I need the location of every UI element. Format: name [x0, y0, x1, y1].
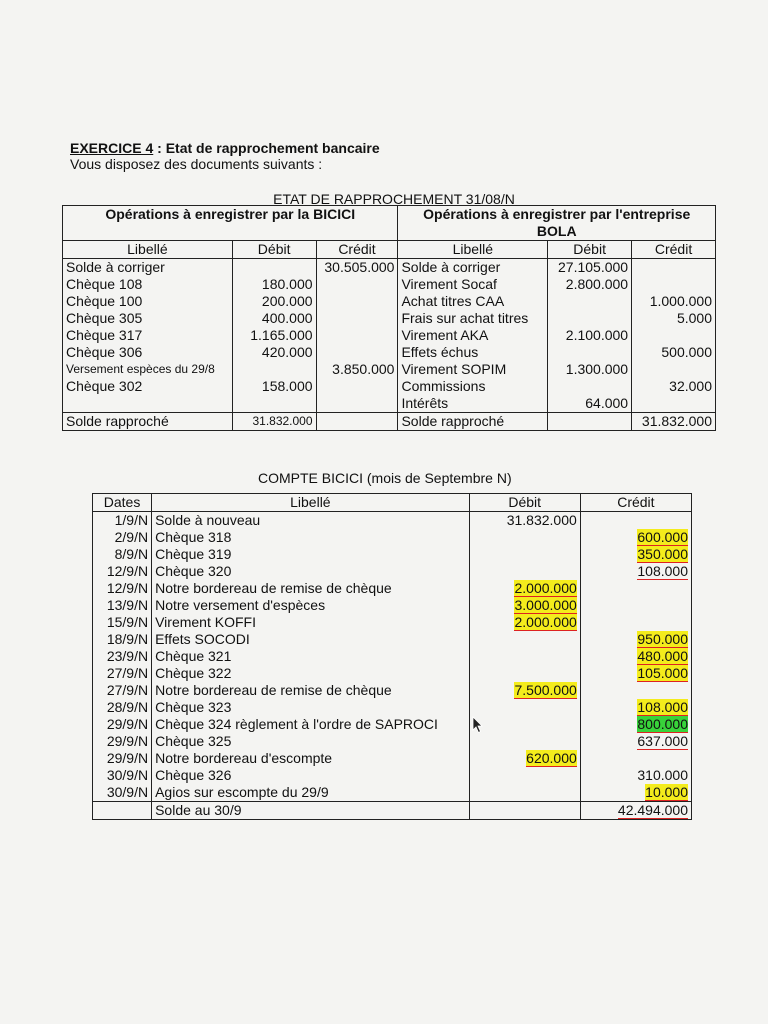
left-debit	[232, 259, 316, 277]
row-libelle: Notre versement d'espèces	[152, 597, 470, 614]
right-libelle: Frais sur achat titres	[398, 310, 548, 327]
row-debit	[469, 648, 580, 665]
column-header-row	[93, 494, 692, 512]
table-row	[93, 716, 692, 733]
row-libelle: Chèque 322	[152, 665, 470, 682]
row-date: 29/9/N	[93, 750, 152, 767]
left-libelle	[63, 395, 233, 413]
row-libelle: Agios sur escompte du 29/9	[152, 784, 470, 802]
debit-value: 2.000.000	[514, 580, 577, 596]
row-debit	[469, 529, 580, 546]
compte-title: COMPTE BICICI (mois de Septembre N)	[258, 470, 512, 486]
left-debit: 420.000	[232, 344, 316, 361]
table-row	[93, 784, 692, 802]
right-debit: 1.300.000	[548, 361, 632, 378]
right-libelle: Effets échus	[398, 344, 548, 361]
right-credit: 5.000	[632, 310, 716, 327]
exercise-title: : Etat de rapprochement bancaire	[153, 140, 380, 156]
left-libelle: Chèque 317	[66, 327, 143, 343]
left-credit	[316, 310, 398, 327]
table-row	[93, 665, 692, 682]
row-libelle: Chèque 319	[152, 546, 470, 563]
row-debit	[469, 733, 580, 750]
col-dates: Dates	[93, 494, 152, 512]
table-row	[93, 699, 692, 716]
row-date: 15/9/N	[93, 614, 152, 631]
row-libelle: Chèque 323	[152, 699, 470, 716]
row-credit	[580, 529, 691, 546]
col-debit: Débit	[469, 494, 580, 512]
row-credit	[580, 784, 691, 802]
row-date: 12/9/N	[93, 563, 152, 580]
credit-value: 105.000	[637, 665, 688, 681]
table-row	[93, 767, 692, 784]
left-credit	[316, 344, 398, 361]
left-libelle: Chèque 302	[66, 378, 143, 394]
row-libelle: Notre bordereau de remise de chèque	[152, 682, 470, 699]
right-debit	[548, 310, 632, 327]
row-debit	[469, 767, 580, 784]
credit-value: 108.000	[637, 699, 688, 715]
table-row	[63, 378, 716, 395]
debit-value: 31.832.000	[506, 512, 577, 528]
table-row	[63, 310, 716, 327]
row-credit	[580, 699, 691, 716]
right-credit: 32.000	[632, 378, 716, 395]
row-libelle: Effets SOCODI	[152, 631, 470, 648]
section-header-row	[63, 206, 716, 241]
left-debit	[232, 395, 316, 413]
row-debit	[469, 546, 580, 563]
left-credit	[316, 327, 398, 344]
right-libelle: Virement AKA	[398, 327, 548, 344]
total-credit-value: 42.494.000	[617, 802, 688, 818]
row-libelle: Notre bordereau d'escompte	[152, 750, 470, 767]
right-debit: 27.105.000	[548, 259, 632, 277]
left-debit: 1.165.000	[232, 327, 316, 344]
row-date: 8/9/N	[93, 546, 152, 563]
table-row	[93, 750, 692, 767]
row-date: 23/9/N	[93, 648, 152, 665]
col-credit: Crédit	[580, 494, 691, 512]
left-credit: 3.850.000	[316, 361, 398, 378]
credit-value: 108.000	[637, 563, 688, 579]
table-row	[63, 344, 716, 361]
debit-value: 3.000.000	[514, 597, 577, 613]
right-debit: 64.000	[548, 395, 632, 413]
exercise-label: EXERCICE 4	[70, 140, 154, 156]
right-credit: 1.000.000	[632, 293, 716, 310]
row-debit	[469, 750, 580, 767]
table-row	[93, 529, 692, 546]
left-debit: 400.000	[232, 310, 316, 327]
row-libelle: Chèque 324 règlement à l'ordre de SAPROCI	[152, 716, 470, 733]
left-libelle: Chèque 108	[66, 276, 143, 292]
etat-title: ETAT DE RAPPROCHEMENT 31/08/N	[273, 191, 515, 207]
row-libelle: Solde à nouveau	[152, 512, 470, 530]
total-row	[63, 413, 716, 431]
right-total-debit	[548, 413, 632, 431]
row-libelle: Chèque 320	[152, 563, 470, 580]
row-date: 27/9/N	[93, 665, 152, 682]
left-libelle: Chèque 306	[66, 344, 143, 360]
right-credit	[632, 361, 716, 378]
left-section-title: Opérations à enregistrer par la BICICI	[63, 206, 398, 241]
row-date: 30/9/N	[93, 784, 152, 802]
left-debit	[232, 361, 316, 378]
right-debit: 2.800.000	[548, 276, 632, 293]
left-debit: 200.000	[232, 293, 316, 310]
credit-value: 950.000	[637, 631, 688, 647]
col-libelle: Libellé	[152, 494, 470, 512]
left-debit: 158.000	[232, 378, 316, 395]
credit-value: 310.000	[637, 767, 688, 783]
row-date: 28/9/N	[93, 699, 152, 716]
right-debit	[548, 344, 632, 361]
debit-value: 620.000	[526, 750, 577, 766]
row-credit	[580, 733, 691, 750]
left-libelle: Versement espèces du 29/8	[66, 362, 215, 376]
credit-value: 600.000	[637, 529, 688, 545]
row-credit	[580, 750, 691, 767]
row-credit	[580, 631, 691, 648]
left-total-credit	[316, 413, 398, 431]
row-libelle: Chèque 326	[152, 767, 470, 784]
debit-value: 7.500.000	[514, 682, 577, 698]
row-debit	[469, 682, 580, 699]
right-libelle: Virement SOPIM	[398, 361, 548, 378]
table-row	[63, 361, 716, 378]
table-row	[93, 631, 692, 648]
left-debit: 180.000	[232, 276, 316, 293]
left-credit	[316, 378, 398, 395]
col-libelle-left: Libellé	[63, 241, 233, 259]
row-credit	[580, 597, 691, 614]
row-date: 29/9/N	[93, 716, 152, 733]
right-libelle: Achat titres CAA	[398, 293, 548, 310]
row-libelle: Notre bordereau de remise de chèque	[152, 580, 470, 597]
row-debit	[469, 665, 580, 682]
col-libelle-right: Libellé	[398, 241, 548, 259]
left-libelle: Solde à corriger	[66, 259, 165, 275]
row-libelle: Chèque 321	[152, 648, 470, 665]
row-date: 13/9/N	[93, 597, 152, 614]
total-debit	[469, 802, 580, 820]
row-libelle: Chèque 325	[152, 733, 470, 750]
row-date: 1/9/N	[93, 512, 152, 530]
row-debit	[469, 699, 580, 716]
table-row	[63, 276, 716, 293]
row-libelle: Virement KOFFI	[152, 614, 470, 631]
right-libelle: Virement Socaf	[398, 276, 548, 293]
table-row	[93, 614, 692, 631]
table-row	[63, 259, 716, 277]
etat-rapprochement-table	[62, 205, 716, 431]
mouse-cursor-icon	[472, 716, 484, 734]
left-libelle: Chèque 305	[66, 310, 143, 326]
row-debit	[469, 614, 580, 631]
right-libelle: Solde à corriger	[398, 259, 548, 277]
table-row	[93, 580, 692, 597]
debit-value: 2.000.000	[514, 614, 577, 630]
row-debit	[469, 597, 580, 614]
row-debit	[469, 631, 580, 648]
row-date: 18/9/N	[93, 631, 152, 648]
total-credit	[580, 802, 691, 820]
col-debit-right: Débit	[548, 241, 632, 259]
right-section-title: Opérations à enregistrer par l'entreprise BOLA	[398, 206, 716, 241]
table-row	[63, 293, 716, 310]
row-credit	[580, 665, 691, 682]
left-total-label: Solde rapproché	[63, 413, 233, 431]
left-credit	[316, 293, 398, 310]
credit-value: 800.000	[637, 716, 688, 732]
table-row	[93, 563, 692, 580]
row-credit	[580, 716, 691, 733]
table-row	[93, 648, 692, 665]
credit-value: 350.000	[637, 546, 688, 562]
total-label: Solde au 30/9	[152, 802, 470, 820]
right-total-label: Solde rapproché	[398, 413, 548, 431]
right-credit: 500.000	[632, 344, 716, 361]
left-credit	[316, 395, 398, 413]
total-date	[93, 802, 152, 820]
left-credit	[316, 276, 398, 293]
col-credit-right: Crédit	[632, 241, 716, 259]
right-credit	[632, 276, 716, 293]
table-row	[63, 395, 716, 413]
right-credit	[632, 395, 716, 413]
table-row	[63, 327, 716, 344]
exercise-heading	[70, 140, 380, 156]
right-debit	[548, 293, 632, 310]
row-credit	[580, 512, 691, 530]
row-credit	[580, 563, 691, 580]
table-row	[93, 597, 692, 614]
row-credit	[580, 546, 691, 563]
row-date: 2/9/N	[93, 529, 152, 546]
row-libelle: Chèque 318	[152, 529, 470, 546]
compte-bicici-table	[92, 493, 692, 820]
table-row	[93, 546, 692, 563]
col-debit-left: Débit	[232, 241, 316, 259]
exercise-subtitle: Vous disposez des documents suivants :	[70, 156, 323, 172]
right-debit	[548, 378, 632, 395]
row-date: 12/9/N	[93, 580, 152, 597]
credit-value: 637.000	[637, 733, 688, 749]
row-debit	[469, 716, 580, 733]
row-credit	[580, 682, 691, 699]
row-date: 29/9/N	[93, 733, 152, 750]
row-debit	[469, 580, 580, 597]
row-credit	[580, 767, 691, 784]
credit-value: 10.000	[645, 784, 688, 800]
right-libelle: Commissions	[398, 378, 548, 395]
row-credit	[580, 580, 691, 597]
row-credit	[580, 614, 691, 631]
right-total-credit: 31.832.000	[632, 413, 716, 431]
row-date: 27/9/N	[93, 682, 152, 699]
row-debit	[469, 512, 580, 530]
right-credit	[632, 259, 716, 277]
row-date: 30/9/N	[93, 767, 152, 784]
table-row	[93, 682, 692, 699]
right-debit: 2.100.000	[548, 327, 632, 344]
left-credit: 30.505.000	[316, 259, 398, 277]
left-libelle: Chèque 100	[66, 293, 143, 309]
table-row	[93, 733, 692, 750]
row-debit	[469, 784, 580, 802]
total-row	[93, 802, 692, 820]
right-libelle: Intérêts	[398, 395, 548, 413]
col-credit-left: Crédit	[316, 241, 398, 259]
right-credit	[632, 327, 716, 344]
row-debit	[469, 563, 580, 580]
credit-value: 480.000	[637, 648, 688, 664]
table-row	[93, 512, 692, 530]
row-credit	[580, 648, 691, 665]
column-header-row	[63, 241, 716, 259]
left-total-debit: 31.832.000	[232, 413, 316, 431]
